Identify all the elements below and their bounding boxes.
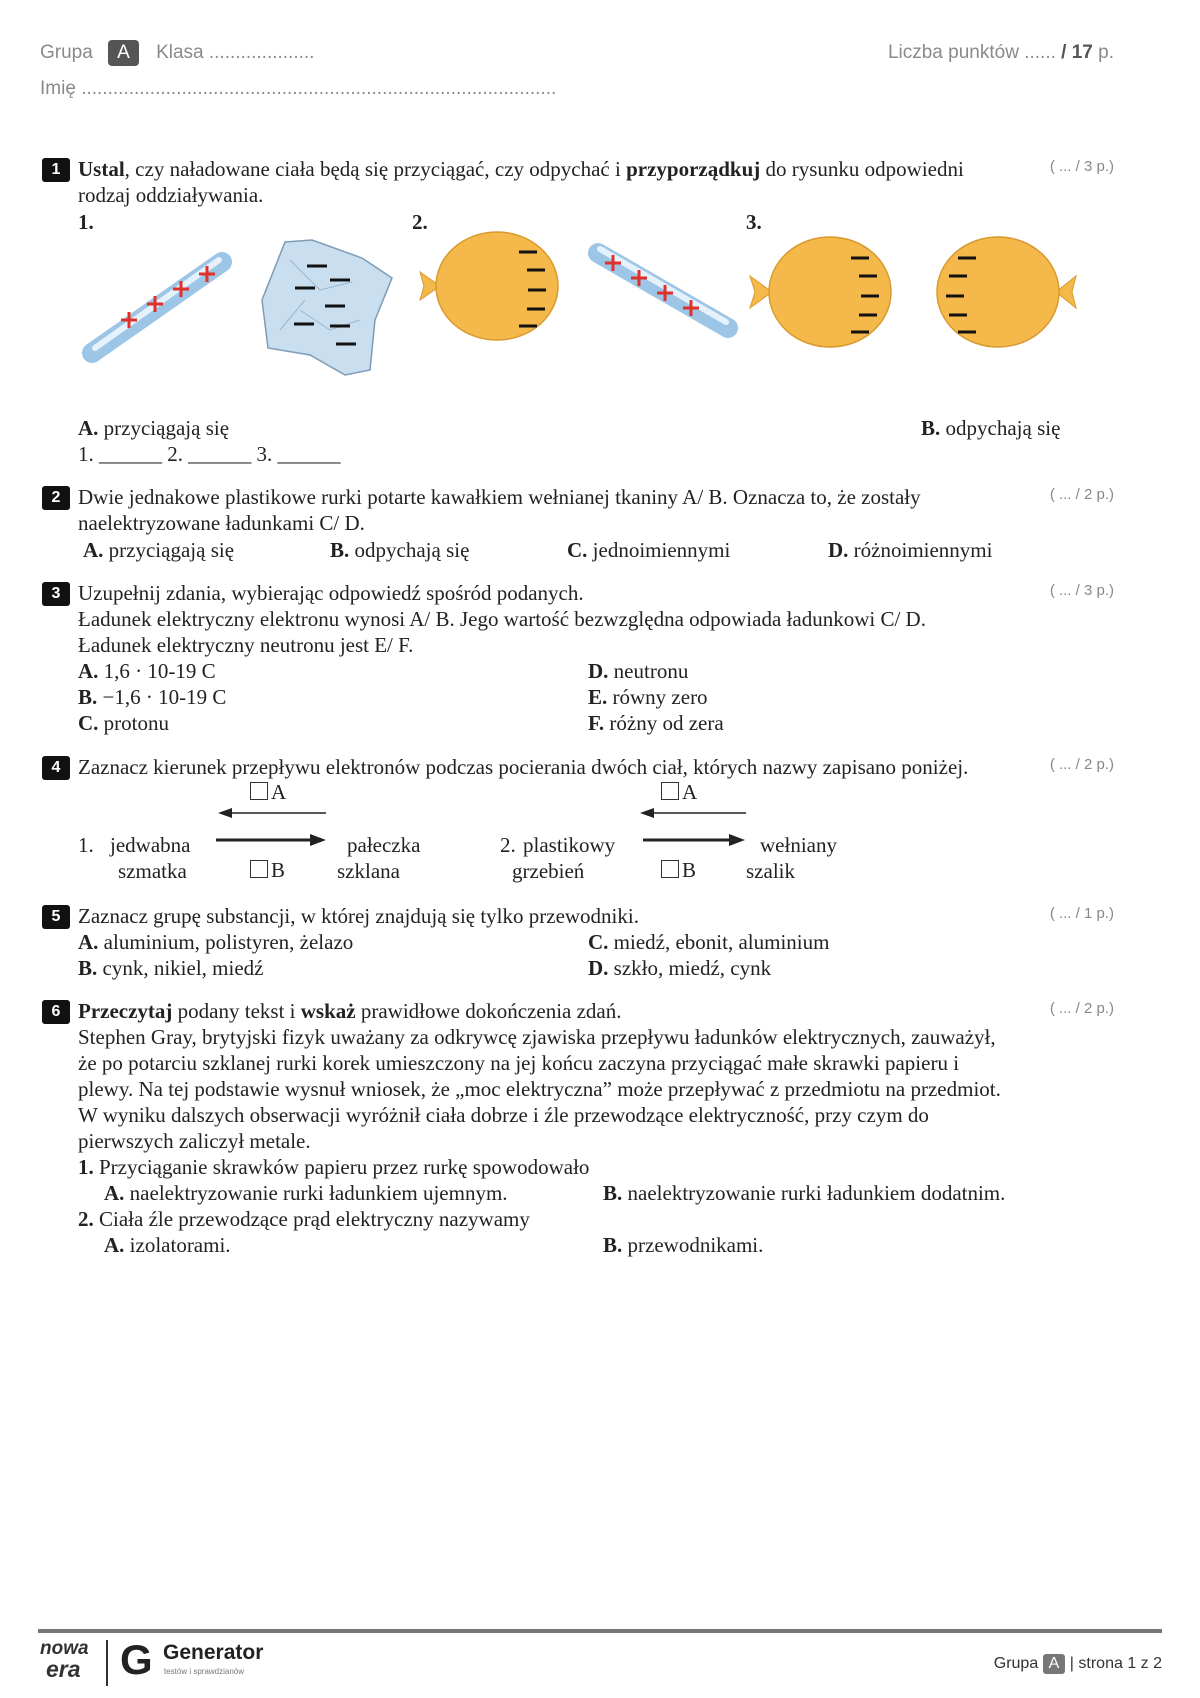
question-6-number: 6 [42,1000,70,1024]
question-1-number: 1 [42,158,70,182]
page-number: | strona 1 z 2 [1069,1655,1162,1672]
q5-option-d[interactable]: D. szkło, miedź, cynk [588,956,772,980]
negative-balloon-3 [937,237,1076,347]
q4-item2-left-2: grzebień [512,859,585,883]
question-3-line3: Ładunek elektryczny neutronu jest E/ F. [78,633,414,657]
q4-item2-number: 2. [500,833,516,857]
negative-cloth [262,240,392,375]
q6-paragraph-line: Stephen Gray, brytyjski fizyk uważany za odkrywcę zjawiska przepływu ładunków elektrycznych, zauważył, [78,1025,996,1049]
q1-text-1: , czy naładowane ciała będą się przyciągać, czy odpychać i [124,157,627,181]
q6-paragraph-line: plewy. Na tej podstawie wysnuł wniosek, że „moc elektryczna” może przepływać z przedmiotu na przedmiot. [78,1077,1001,1101]
right-arrow-icon [643,834,745,846]
question-3-line2: Ładunek elektryczny elektronu wynosi A/ B. Jego wartość bezwzględna odpowiada ładunkowi C/ D. [78,607,926,631]
question-3-line1: Uzupełnij zdania, wybierając odpowiedź spośród podanych. [78,581,584,605]
generator-name: Generator [163,1641,264,1664]
question-1-points: ( ... / 3 p.) [1049,158,1114,175]
generator-tagline: testów i sprawdzianów [164,1667,245,1676]
q3-option-d[interactable]: D. neutronu [588,659,689,683]
header-group [40,40,314,66]
q4-item2-right-1: wełniany [760,833,837,857]
negative-balloon-2 [750,237,891,347]
q4-item1-right-2: szklana [337,859,400,883]
q6-paragraph-line: że po potarciu szklanej rurki korek umieszczony na jej końcu zaczyna przyciągać małe skrawki papieru i [78,1051,960,1075]
group-label: Grupa [40,42,93,63]
question-5-line1: Zaznacz grupę substancji, w której znajdują się tylko przewodniki. [78,904,639,928]
q3-option-c[interactable]: C. protonu [78,711,169,735]
q1-option-b: B. odpychają się [921,416,1061,440]
generator-icon: G [120,1636,153,1683]
question-5-number: 5 [42,905,70,929]
q3-option-f[interactable]: F. różny od zera [588,711,724,735]
q4-item2-right-2: szalik [746,859,795,883]
checkbox-icon[interactable] [250,860,268,878]
footer-logo-divider [106,1640,108,1686]
figure-3-label: 3. [746,210,762,234]
points-unit: p. [1098,42,1114,63]
generator-logo [120,1636,153,1684]
left-arrow-icon [218,808,326,818]
q4-item2-option-a[interactable]: A [661,779,697,805]
question-1-figures [0,220,1200,390]
header-points [888,42,1114,64]
q6-s2-option-b[interactable]: B. przewodnikami. [603,1233,764,1257]
question-3-number: 3 [42,582,70,606]
q3-option-e[interactable]: E. równy zero [588,685,708,709]
q6-s1-option-b[interactable]: B. naelektryzowanie rurki ładunkiem dodatnim. [603,1181,1006,1205]
positive-rod-2 [598,249,728,328]
question-1-text [78,156,964,182]
question-2-points: ( ... / 2 p.) [1049,486,1114,503]
q6-s2-option-a[interactable]: A. izolatorami. [104,1233,231,1257]
q2-option-a[interactable]: A. przyciągają się [83,538,235,562]
right-arrow-icon [216,834,326,846]
q4-item1-option-b[interactable]: B [250,857,285,883]
left-arrow-icon [640,808,746,818]
q4-item2-left-1: plastikowy [523,833,616,857]
header-name [40,78,556,100]
question-4-line1: Zaznacz kierunek przepływu elektronów podczas pocierania dwóch ciał, których nazwy zapisano poniżej. [78,755,969,779]
q5-option-b[interactable]: B. cynk, nikiel, miedź [78,956,264,980]
q4-item1-left-2: szmatka [118,859,187,883]
group-badge: A [108,40,139,66]
q6-sentence-2: 2. Ciała źle przewodzące prąd elektryczny nazywamy [78,1207,530,1231]
question-1-line2: rodzaj oddziaływania. [78,183,264,207]
q6-sentence-1: 1. Przyciąganie skrawków papieru przez rurkę spowodowało [78,1155,590,1179]
figure-1-label: 1. [78,210,94,234]
class-label: Klasa [156,42,204,63]
figure-2-label: 2. [412,210,428,234]
q1-text-2: do rysunku odpowiedni [760,157,964,181]
question-4-number: 4 [42,756,70,780]
q1-bold-2: przyporządkuj [626,157,761,181]
q2-option-d[interactable]: D. różnoimiennymi [828,538,993,562]
q2-option-b[interactable]: B. odpychają się [330,538,470,562]
positive-rod-1 [92,260,222,353]
question-3-points: ( ... / 3 p.) [1049,582,1114,599]
question-2-line1: Dwie jednakowe plastikowe rurki potarte kawałkiem wełnianej tkaniny A/ B. Oznacza to, że zostały [78,485,921,509]
class-field[interactable]: .................... [208,42,315,63]
footer-group-badge: A [1043,1654,1066,1674]
negative-balloon-1 [420,232,558,340]
footer-page-info: Grupa A | strona 1 z 2 [993,1655,1162,1672]
q1-bold-1: Ustal [78,157,125,181]
q1-option-a: A. przyciągają się [78,416,230,440]
q1-answer-blanks[interactable]: 1. ______ 2. ______ 3. ______ [78,442,341,466]
footer-divider [38,1629,1162,1633]
question-6-points: ( ... / 2 p.) [1049,1000,1114,1017]
q6-paragraph-line: W wyniku dalszych obserwacji wyróżnił ciała dobrze i źle przewodzące elektryczność, przy czym do [78,1103,929,1127]
q2-option-c[interactable]: C. jednoimiennymi [567,538,731,562]
q3-option-a[interactable]: A. 1,6 · 10-19 C [78,659,216,683]
question-2-line2: naelektryzowane ładunkami C/ D. [78,511,365,535]
q4-item2-option-b[interactable]: B [661,857,696,883]
name-field[interactable]: .......................................................................................... [81,78,557,99]
q4-item1-number: 1. [78,833,94,857]
q4-item1-option-a[interactable]: A [250,779,286,805]
q5-option-a[interactable]: A. aluminium, polistyren, żelazo [78,930,354,954]
q6-s1-option-a[interactable]: A. naelektryzowanie rurki ładunkiem ujemnym. [104,1181,508,1205]
question-2-number: 2 [42,486,70,510]
question-5-points: ( ... / 1 p.) [1049,905,1114,922]
nowa-era-logo: nowa era [40,1638,89,1682]
q6-paragraph-line: pierwszych zaliczył metale. [78,1129,311,1153]
checkbox-icon[interactable] [661,860,679,878]
question-4-points: ( ... / 2 p.) [1049,756,1114,773]
q5-option-c[interactable]: C. miedź, ebonit, aluminium [588,930,830,954]
name-label: Imię [40,78,76,99]
q4-arrows [0,790,1200,860]
q4-item1-left-1: jedwabna [110,833,191,857]
q4-item1-right-1: pałeczka [347,833,421,857]
q3-option-b[interactable]: B. −1,6 · 10-19 C [78,685,227,709]
question-6-line1: Przeczytaj podany tekst i wskaż prawidłowe dokończenia zdań. [78,999,622,1023]
points-total: / 17 [1061,42,1093,63]
points-label: Liczba punktów ...... [887,42,1056,63]
